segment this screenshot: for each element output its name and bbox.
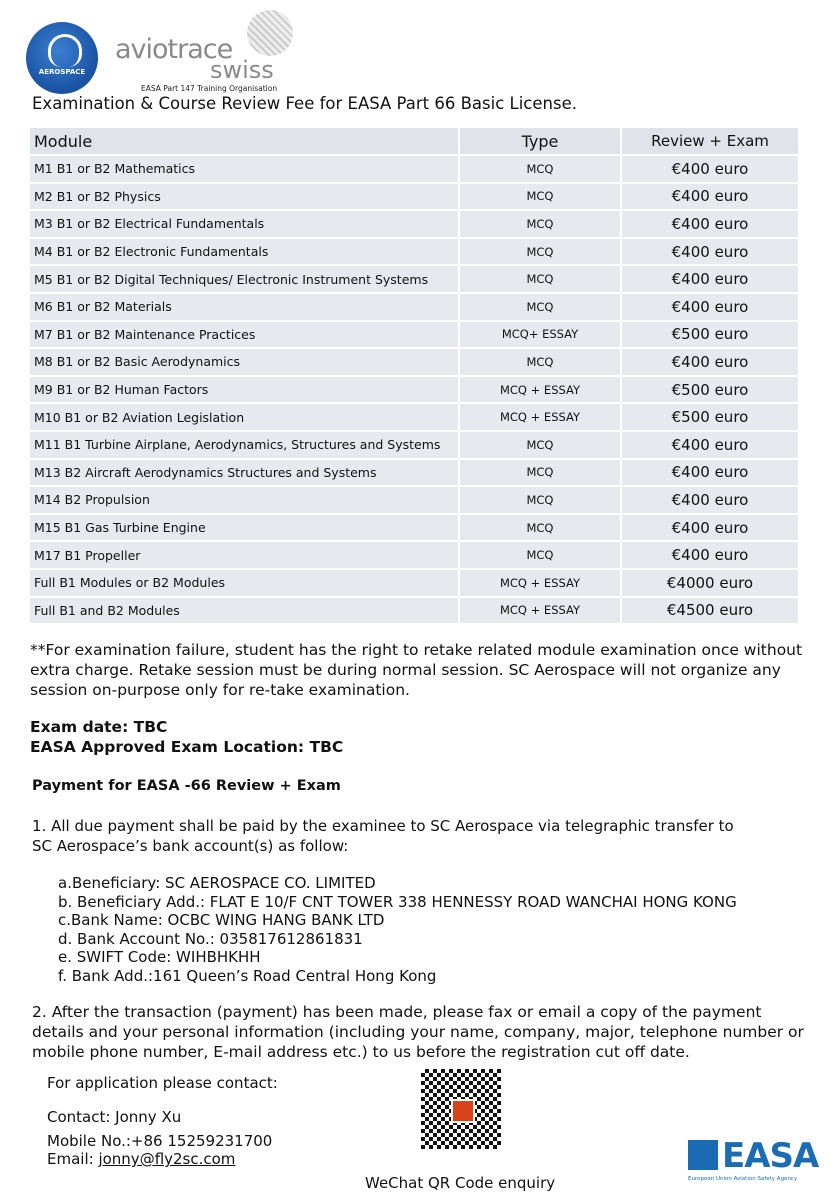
price-cell: €400 euro <box>622 239 798 265</box>
module-cell: M4 B1 or B2 Electronic Fundamentals <box>30 239 458 265</box>
type-cell: MCQ <box>460 184 620 210</box>
price-cell: €400 euro <box>622 515 798 541</box>
module-cell: Full B1 and B2 Modules <box>30 598 458 624</box>
type-cell: MCQ <box>460 432 620 458</box>
table-row <box>30 156 798 182</box>
module-cell: Full B1 Modules or B2 Modules <box>30 570 458 596</box>
table-row <box>30 377 798 403</box>
module-cell: M8 B1 or B2 Basic Aerodynamics <box>30 349 458 375</box>
type-cell: MCQ <box>460 515 620 541</box>
wechat-qr-code <box>421 1069 501 1149</box>
module-cell: M1 B1 or B2 Mathematics <box>30 156 458 182</box>
module-cell: M7 B1 or B2 Maintenance Practices <box>30 322 458 348</box>
contact-email <box>47 1150 278 1168</box>
table-row <box>30 294 798 320</box>
type-cell: MCQ + ESSAY <box>460 377 620 403</box>
column-header: Module <box>30 128 458 154</box>
contact-mobile: Mobile No.:+86 15259231700 <box>47 1132 273 1150</box>
price-cell: €400 euro <box>622 294 798 320</box>
table-row <box>30 239 798 265</box>
bank-details <box>58 874 737 985</box>
price-cell: €500 euro <box>622 322 798 348</box>
contact-name: Contact: Jonny Xu <box>47 1108 182 1126</box>
payment-step-2: 2. After the transaction (payment) has been made, please fax or email a copy of the payment details and your personal information (including your name, company, major, telephone number or mobile phone number, E-mail address etc.) to us before the registration cut off date. <box>32 1003 804 1061</box>
type-cell: MCQ <box>460 349 620 375</box>
price-cell: €500 euro <box>622 404 798 430</box>
table-row <box>30 266 798 292</box>
module-cell: M5 B1 or B2 Digital Techniques/ Electronic Instrument Systems <box>30 266 458 292</box>
logo-tagline: EASA Part 147 Training Organisation <box>141 84 278 93</box>
module-cell: M13 B2 Aircraft Aerodynamics Structures and Systems <box>30 460 458 486</box>
type-cell: MCQ + ESSAY <box>460 570 620 596</box>
table-row <box>30 322 798 348</box>
table-row <box>30 460 798 486</box>
logo-subtext: European Union Aviation Safety Agency <box>688 1176 798 1182</box>
type-cell: MCQ <box>460 487 620 513</box>
module-cell: M17 B1 Propeller <box>30 542 458 568</box>
bank-line: b. Beneficiary Add.: FLAT E 10/F CNT TOWER 338 HENNESSY ROAD WANCHAI HONG KONG <box>58 892 737 911</box>
qr-logo-icon <box>451 1099 475 1123</box>
bank-line: c.Bank Name: OCBC WING HANG BANK LTD <box>58 911 385 929</box>
type-cell: MCQ <box>460 211 620 237</box>
column-header: Type <box>460 128 620 154</box>
globe-icon <box>247 10 293 56</box>
logo-text: aviotrace <box>115 34 233 65</box>
exam-location: EASA Approved Exam Location: TBC <box>30 738 344 756</box>
bank-line: f. Bank Add.:161 Queen’s Road Central Hong Kong <box>58 966 437 985</box>
table-row <box>30 432 798 458</box>
fee-table <box>28 126 800 625</box>
logo-text: swiss <box>210 56 274 84</box>
module-cell: M15 B1 Gas Turbine Engine <box>30 515 458 541</box>
logo-text: AEROSPACE <box>38 68 86 76</box>
exam-date: Exam date: TBC <box>30 718 168 736</box>
bank-line: d. Bank Account No.: 035817612861831 <box>58 929 363 948</box>
document-title: Examination & Course Review Fee for EASA Part 66 Basic License. <box>32 94 577 113</box>
price-cell: €4000 euro <box>622 570 798 596</box>
easa-bird-icon <box>688 1140 718 1170</box>
module-cell: M3 B1 or B2 Electrical Fundamentals <box>30 211 458 237</box>
table-row <box>30 542 798 568</box>
contact-intro: For application please contact: <box>47 1074 278 1092</box>
module-cell: M2 B1 or B2 Physics <box>30 184 458 210</box>
price-cell: €400 euro <box>622 266 798 292</box>
type-cell: MCQ+ ESSAY <box>460 322 620 348</box>
aviotrace-logo <box>115 26 295 96</box>
price-cell: €400 euro <box>622 542 798 568</box>
price-cell: €400 euro <box>622 487 798 513</box>
module-cell: M9 B1 or B2 Human Factors <box>30 377 458 403</box>
price-cell: €400 euro <box>622 156 798 182</box>
price-cell: €400 euro <box>622 184 798 210</box>
retake-note: **For examination failure, student has the right to retake related module examination once without extra charge. Retake session must be during normal session. SC Aerospace will not organize any session on-purpose only for re-take examination. <box>30 641 803 699</box>
type-cell: MCQ + ESSAY <box>460 598 620 624</box>
logo-text: EASA <box>722 1136 819 1176</box>
email-link[interactable]: jonny@fly2sc.com <box>98 1150 236 1168</box>
table-row <box>30 570 798 596</box>
price-cell: €500 euro <box>622 377 798 403</box>
email-label: Email: <box>47 1150 99 1168</box>
qr-caption: WeChat QR Code enquiry <box>365 1174 556 1192</box>
table-header <box>30 128 798 154</box>
price-cell: €400 euro <box>622 432 798 458</box>
column-header: Review + Exam <box>622 128 798 154</box>
price-cell: €400 euro <box>622 349 798 375</box>
type-cell: MCQ <box>460 294 620 320</box>
exam-info <box>30 717 343 757</box>
bank-line: e. SWIFT Code: WIHBHKHH <box>58 948 261 966</box>
table-row <box>30 404 798 430</box>
table-row <box>30 598 798 624</box>
module-cell: M11 B1 Turbine Airplane, Aerodynamics, Structures and Systems <box>30 432 458 458</box>
type-cell: MCQ <box>460 239 620 265</box>
price-cell: €400 euro <box>622 460 798 486</box>
price-cell: €4500 euro <box>622 598 798 624</box>
sc-aerospace-logo <box>26 22 98 94</box>
bank-line: a.Beneficiary: SC AEROSPACE CO. LIMITED <box>58 874 376 892</box>
table-row <box>30 184 798 210</box>
type-cell: MCQ <box>460 460 620 486</box>
contact-block <box>47 1074 278 1168</box>
module-cell: M14 B2 Propulsion <box>30 487 458 513</box>
type-cell: MCQ <box>460 156 620 182</box>
table-row <box>30 211 798 237</box>
module-cell: M6 B1 or B2 Materials <box>30 294 458 320</box>
payment-title: Payment for EASA -66 Review + Exam <box>32 778 341 794</box>
module-cell: M10 B1 or B2 Aviation Legislation <box>30 404 458 430</box>
type-cell: MCQ <box>460 542 620 568</box>
type-cell: MCQ <box>460 266 620 292</box>
type-cell: MCQ + ESSAY <box>460 404 620 430</box>
table-row <box>30 515 798 541</box>
price-cell: €400 euro <box>622 211 798 237</box>
table-row <box>30 487 798 513</box>
payment-step-1: 1. All due payment shall be paid by the examinee to SC Aerospace via telegraphic transfer to SC Aerospace’s bank account(s) as follow: <box>32 817 734 855</box>
table-row <box>30 349 798 375</box>
